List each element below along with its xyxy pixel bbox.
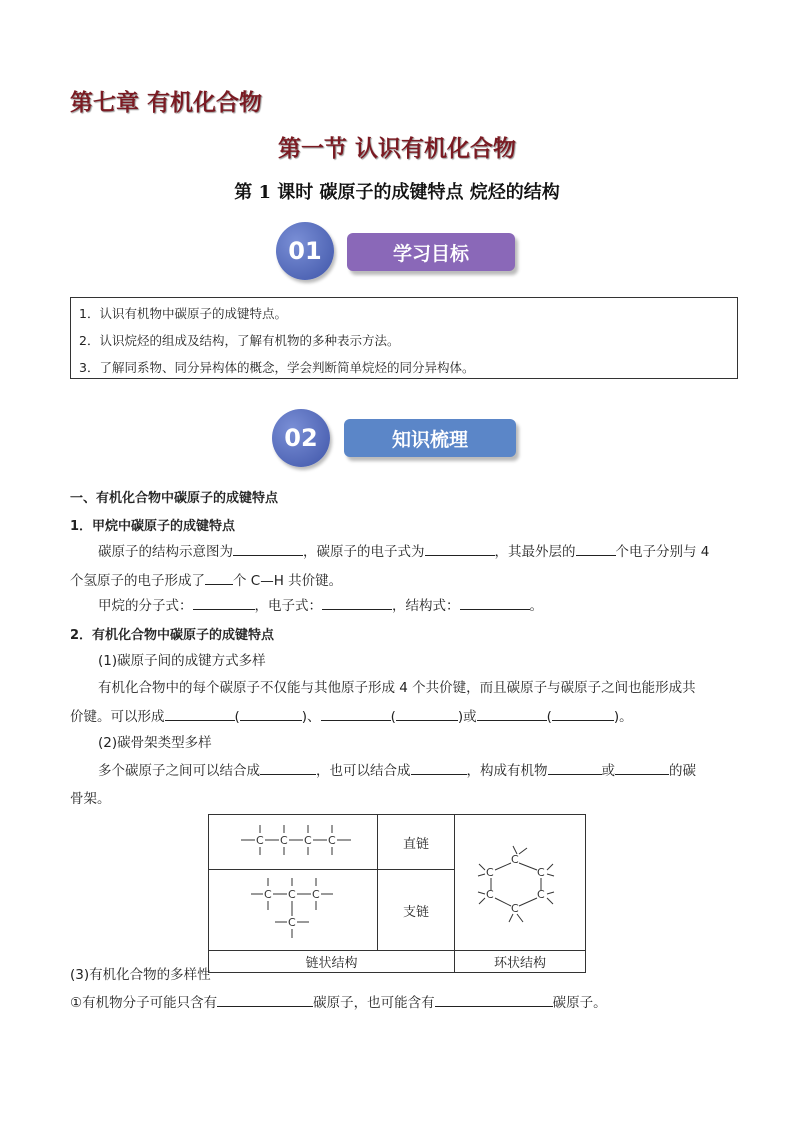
fill-blank[interactable] — [165, 706, 235, 721]
learning-goals-box — [70, 297, 738, 379]
carbon-label: C — [537, 887, 545, 901]
text: ①有机物分子可能只含有 — [70, 995, 218, 1011]
text: 个氢原子的电子形成了 — [70, 573, 205, 589]
ring-structure-label: 环状结构 — [455, 951, 586, 973]
goal-item: 3．了解同系物、同分异构体的概念，学会判断简单烷烃的同分异构体。 — [79, 360, 475, 375]
fill-blank[interactable] — [615, 760, 669, 775]
carbon-label: C — [288, 916, 296, 929]
text: 价键。可以形成 — [70, 709, 165, 725]
fill-blank[interactable] — [411, 760, 467, 775]
fill-blank[interactable] — [396, 706, 458, 721]
text: 或 — [601, 763, 615, 779]
carbon-label: C — [511, 901, 519, 915]
straight-chain-diagram — [209, 815, 378, 870]
text: ，构成有机物 — [466, 763, 548, 779]
fill-blank[interactable] — [576, 541, 616, 556]
carbon-label: C — [537, 865, 545, 879]
chapter-title: 第七章 有机化合物 — [70, 89, 263, 116]
fill-blank[interactable] — [233, 541, 303, 556]
badge-number-01 — [276, 222, 334, 280]
straight-chain-label: 直链 — [378, 815, 455, 870]
heading-methane: 1．甲烷中碳原子的成键特点 — [70, 519, 236, 534]
badge-label-knowledge — [344, 419, 516, 457]
fill-blank[interactable] — [217, 992, 313, 1007]
badge-label-goals — [347, 233, 515, 271]
fill-blank[interactable] — [193, 595, 255, 610]
lesson-title: 第 1 课时 碳原子的成键特点 烷烃的结构 — [234, 182, 560, 203]
carbon-label: C — [256, 834, 264, 847]
text: ，也可以结合成 — [316, 763, 411, 779]
fill-blank[interactable] — [460, 595, 530, 610]
subheading-skeleton: (2)碳骨架类型多样 — [98, 735, 212, 751]
text: ，其最外层的 — [494, 544, 576, 560]
carbon-label: C — [328, 834, 336, 847]
fill-blank[interactable] — [322, 595, 392, 610]
text: 多个碳原子之间可以结合成 — [98, 763, 260, 779]
fill-blank[interactable] — [240, 706, 302, 721]
carbon-skeleton-table — [208, 814, 586, 973]
carbon-label: C — [304, 834, 312, 847]
carbon-label: C — [486, 865, 494, 879]
badge-label-knowledge-text: 知识梳理 — [391, 428, 468, 451]
fill-blank[interactable] — [548, 760, 602, 775]
text: 甲烷的分子式： — [98, 598, 193, 614]
fill-blank[interactable] — [205, 570, 233, 585]
badge-number-02 — [272, 409, 330, 467]
fill-blank[interactable] — [425, 541, 495, 556]
paragraph-methane-structure — [70, 541, 740, 591]
badge-number-02-text: 02 — [284, 424, 318, 452]
text: ，碳原子的电子式为 — [303, 544, 425, 560]
carbon-label: C — [288, 888, 296, 901]
text: )或 — [457, 709, 477, 725]
paragraph-methane-formula — [98, 595, 543, 616]
text: ( — [546, 709, 552, 725]
branched-chain-svg — [209, 870, 377, 946]
text: 个电子分别与 4 — [615, 544, 710, 560]
text: ( — [234, 709, 240, 725]
goal-item: 1．认识有机物中碳原子的成键特点。 — [79, 306, 287, 321]
text: 的碳 — [669, 763, 696, 779]
text: 个 C—H 共价键。 — [233, 573, 343, 589]
text: 碳原子，也可能含有 — [313, 995, 435, 1011]
fill-blank[interactable] — [435, 992, 553, 1007]
carbon-label: C — [264, 888, 272, 901]
carbon-label: C — [511, 852, 519, 866]
carbon-label: C — [280, 834, 288, 847]
text: 碳原子。 — [552, 995, 607, 1011]
badge-label-goals-text: 学习目标 — [392, 242, 469, 265]
text: ( — [390, 709, 396, 725]
paragraph-diversity — [70, 992, 607, 1013]
paragraph-skeleton — [70, 760, 740, 809]
branched-chain-label: 支链 — [378, 870, 455, 951]
badge-number-01-text: 01 — [288, 237, 322, 265]
text: 。 — [529, 598, 543, 614]
subheading-bond-modes: (1)碳原子间的成键方式多样 — [98, 653, 266, 669]
straight-chain-svg — [209, 815, 377, 865]
heading-bonding: 2．有机化合物中碳原子的成键特点 — [70, 628, 275, 643]
text: ，结构式： — [392, 598, 460, 614]
goal-item: 2．认识烷烃的组成及结构，了解有机物的多种表示方法。 — [79, 333, 400, 348]
ring-svg — [455, 818, 585, 944]
section-title: 第一节 认识有机化合物 — [277, 135, 516, 162]
carbon-label: C — [486, 887, 494, 901]
ring-diagram — [455, 815, 586, 951]
text: 有机化合物中的每个碳原子不仅能与其他原子形成 4 个共价键，而且碳原子与碳原子之间也能形成共 — [98, 680, 696, 696]
chain-structure-label: 链状结构 — [209, 951, 455, 973]
paragraph-bond-modes — [70, 678, 740, 727]
text: )。 — [613, 709, 633, 725]
text: )、 — [301, 709, 321, 725]
subheading-diversity: (3)有机化合物的多样性 — [70, 967, 211, 983]
heading-one: 一、有机化合物中碳原子的成键特点 — [70, 491, 279, 506]
carbon-label: C — [312, 888, 320, 901]
fill-blank[interactable] — [260, 760, 316, 775]
text: ，电子式： — [254, 598, 322, 614]
text: 碳原子的结构示意图为 — [98, 544, 233, 560]
fill-blank[interactable] — [321, 706, 391, 721]
fill-blank[interactable] — [552, 706, 614, 721]
branched-chain-diagram — [209, 870, 378, 951]
text: 骨架。 — [70, 791, 111, 807]
fill-blank[interactable] — [477, 706, 547, 721]
